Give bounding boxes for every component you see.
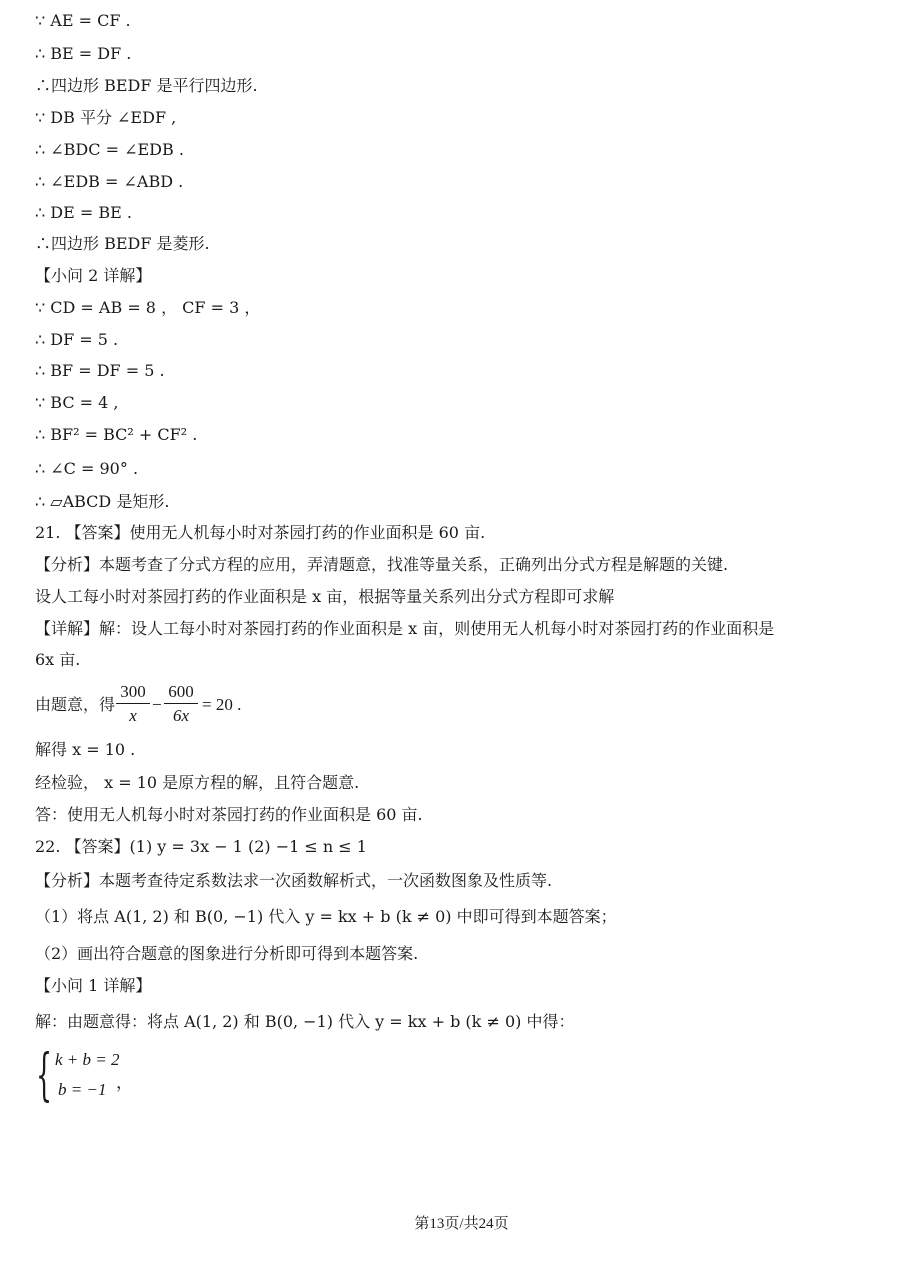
text-line: 答：使用无人机每小时对茶园打药的作业面积是 60 亩. (35, 805, 423, 824)
fraction-bar (164, 703, 198, 704)
text-line: ∴ DE = BE . (35, 203, 132, 222)
text-line: ∴ ▱ABCD 是矩形. (35, 492, 170, 511)
equation-rhs: = 20 . (202, 695, 242, 714)
text-line: ∴四边形 BEDF 是平行四边形. (35, 76, 258, 95)
minus-sign: − (152, 695, 162, 714)
text-line: 22. 【答案】(1) y = 3x − 1 (2) −1 ≤ n ≤ 1 (35, 837, 367, 856)
text-line: ∴ BF² = BC² + CF² . (35, 425, 198, 444)
system-tail: ， (116, 1073, 133, 1092)
text-line: ∵ DB 平分 ∠EDF , (35, 108, 177, 127)
text-line: 设人工每小时对茶园打药的作业面积是 x 亩，根据等量关系列出分式方程即可求解 (35, 587, 615, 606)
text-line: ∴ ∠EDB = ∠ABD . (35, 172, 184, 191)
fraction-denominator: 6x (172, 706, 190, 725)
text-line: （1）将点 A(1, 2) 和 B(0, −1) 代入 y = kx + b (k ≠ 0) 中即可得到本题答案； (35, 907, 617, 926)
text-line: （2）画出符合题意的图象进行分析即可得到本题答案. (35, 944, 419, 963)
fraction-numerator: 300 (120, 682, 146, 701)
fraction-denominator: x (129, 706, 137, 725)
text-line: ∴ BE = DF . (35, 44, 132, 63)
text-line: 【详解】解：设人工每小时对茶园打药的作业面积是 x 亩，则使用无人机每小时对茶园打药的作业面积是 (35, 619, 775, 638)
system-equation-1: k + b = 2 (55, 1050, 120, 1069)
text-line: ∴四边形 BEDF 是菱形. (35, 234, 210, 253)
fraction-600-over-6x (164, 682, 198, 726)
text-line: 【小问 1 详解】 (35, 976, 152, 995)
fraction-bar (116, 703, 150, 704)
text-line: ∵ CD = AB = 8 ， CF = 3 ， (35, 298, 261, 317)
system-brace: { (36, 1043, 53, 1108)
text-line: ∴ ∠BDC = ∠EDB . (35, 140, 184, 159)
text-line: ∵ AE = CF . (35, 11, 131, 30)
fraction-numerator: 600 (168, 682, 194, 701)
text-line: 【分析】本题考查了分式方程的应用，弄清题意，找准等量关系，正确列出分式方程是解题的关键. (35, 555, 729, 574)
system-equation-2: b = −1 (58, 1080, 107, 1099)
text-line: ∴ ∠C = 90° . (35, 459, 139, 478)
text-line: 经检验， x = 10 是原方程的解，且符合题意. (35, 773, 360, 792)
text-line: ∴ DF = 5 . (35, 330, 119, 349)
text-line: 【分析】本题考查待定系数法求一次函数解析式，一次函数图象及性质等. (35, 871, 553, 890)
text-line: 21. 【答案】使用无人机每小时对茶园打药的作业面积是 60 亩. (35, 523, 486, 542)
text-line: 6x 亩. (35, 650, 81, 669)
text-line: 【小问 2 详解】 (35, 266, 152, 285)
text-line: ∴ BF = DF = 5 . (35, 361, 165, 380)
text-line: ∵ BC = 4 , (35, 393, 119, 412)
text-line: 由题意，得 (35, 695, 116, 714)
page-footer: 第13页/共24页 (414, 1216, 509, 1232)
text-line: 解得 x = 10 . (35, 740, 136, 759)
fraction-300-over-x (116, 682, 150, 726)
text-line: 解：由题意得：将点 A(1, 2) 和 B(0, −1) 代入 y = kx + b (k ≠ 0) 中得： (35, 1012, 575, 1031)
